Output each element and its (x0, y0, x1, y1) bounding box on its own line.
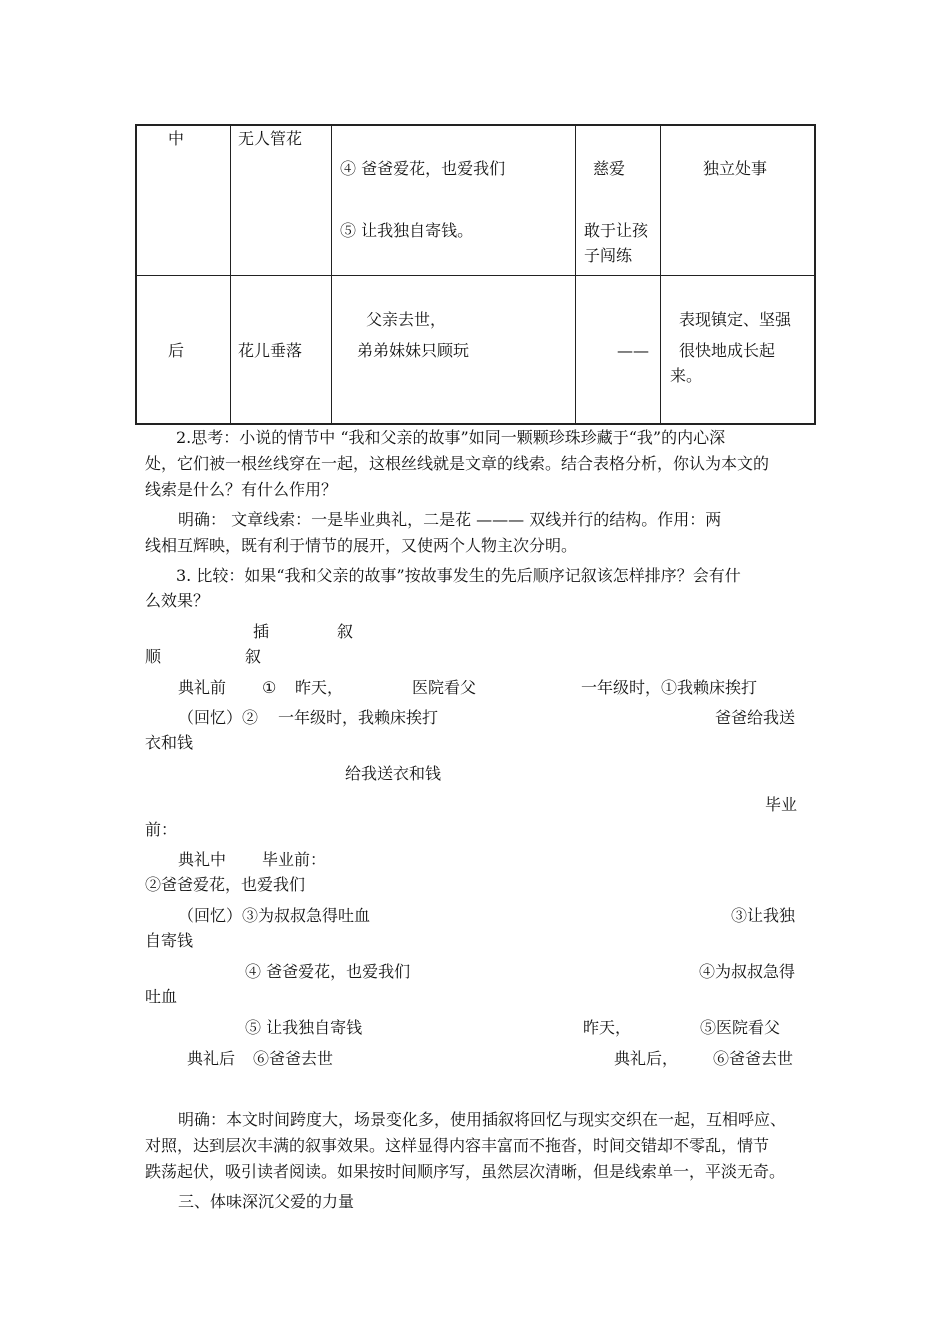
table-cell-growth: 来。 (670, 366, 703, 385)
table-cell-love: 慈爱 (593, 159, 626, 178)
compare-text: （回忆）③为叔叔急得吐血 (178, 906, 371, 925)
compare-text: ④ 爸爸爱花，也爱我们 (245, 962, 411, 981)
compare-text: 昨天， (295, 678, 344, 697)
compare-text: ⑤ 让我独自寄钱 (245, 1018, 363, 1037)
compare-text: 前： (145, 820, 178, 839)
compare-text: ⑥爸爸去世 (713, 1049, 794, 1068)
table-cell-event: 弟弟妹妹只顾玩 (357, 341, 470, 360)
compare-text: 自寄钱 (145, 931, 194, 950)
compare-text: 典礼后 (187, 1049, 236, 1068)
table-cell-growth: 独立处事 (703, 159, 768, 178)
compare-text: ②爸爸爱花，也爱我们 (145, 875, 306, 894)
compare-heading: 插 (253, 622, 270, 641)
table-cell-love: 子闯练 (584, 246, 633, 265)
table-row-divider (137, 275, 814, 276)
compare-text: ④为叔叔急得 (699, 962, 796, 981)
question-2-text: 处，它们被一根丝线穿在一起，这根丝线就是文章的线索。结合表格分析，你认为本文的 (145, 454, 770, 473)
compare-text: ① (262, 678, 277, 697)
table-cell-event: 父亲去世， (366, 310, 447, 329)
compare-text: ⑤医院看父 (700, 1018, 781, 1037)
compare-text: 给我送衣和钱 (345, 764, 442, 783)
table-cell-stage: 后 (168, 341, 185, 360)
table-cell-growth: 很快地成长起 (679, 341, 776, 360)
compare-text: 典礼前 (178, 678, 227, 697)
compare-text: 医院看父 (412, 678, 477, 697)
compare-text: 爸爸给我送 (715, 708, 796, 727)
question-3-text: 么效果？ (145, 591, 210, 610)
table-cell-growth: 表现镇定、坚强 (679, 310, 792, 329)
conclusion-text: 对照，达到层次丰满的叙事效果。这样显得内容丰富而不拖沓，时间交错却不零乱，情节 (145, 1136, 770, 1155)
compare-heading: 顺 (145, 647, 162, 666)
table-cell-love: —— (617, 341, 649, 360)
compare-text: 毕业前： (262, 850, 327, 869)
compare-text: 昨天， (583, 1018, 632, 1037)
question-2-text: 2.思考：小说的情节中 “我和父亲的故事”如同一颗颗珍珠珍藏于“我”的内心深 (176, 428, 726, 447)
compare-text: ③让我独 (731, 906, 796, 925)
question-2-text: 线索是什么？有什么作用？ (145, 480, 338, 499)
compare-text: 典礼中 (178, 850, 227, 869)
conclusion-text: 明确：本文时间跨度大，场景变化多，使用插叙将回忆与现实交织在一起，互相呼应、 (178, 1110, 787, 1129)
table-cell-event: ④ 爸爸爱花，也爱我们 (340, 159, 506, 178)
table-cell-flower: 花儿垂落 (238, 341, 303, 360)
section-heading: 三、体味深沉父爱的力量 (178, 1192, 355, 1211)
question-3-text: 3. 比较：如果“我和父亲的故事”按故事发生的先后顺序记叙该怎样排序？会有什 (176, 566, 741, 585)
answer-2-text: 线相互辉映，既有利于情节的展开，又使两个人物主次分明。 (145, 536, 578, 555)
conclusion-text: 跌荡起伏，吸引读者阅读。如果按时间顺序写，虽然层次清晰，但是线索单一，平淡无奇。 (145, 1162, 786, 1181)
answer-2-text: 明确： 文章线索：一是毕业典礼，二是花 ——— 双线并行的结构。作用：两 (178, 510, 722, 529)
compare-text: 一年级时，我赖床挨打 (278, 708, 439, 727)
compare-text: 典礼后， (614, 1049, 679, 1068)
table-cell-love: 敢于让孩 (584, 221, 649, 240)
compare-text: 吐血 (145, 987, 178, 1006)
compare-text: （回忆）② (178, 708, 259, 727)
compare-text: 衣和钱 (145, 733, 194, 752)
compare-heading: 叙 (337, 622, 354, 641)
table-cell-event: ⑤ 让我独自寄钱。 (340, 221, 474, 240)
compare-heading: 叙 (245, 647, 262, 666)
table-cell-flower: 无人管花 (238, 129, 303, 148)
compare-text: ⑥爸爸去世 (253, 1049, 334, 1068)
compare-text: 毕业 (765, 795, 798, 814)
table-cell-stage: 中 (168, 129, 185, 148)
compare-text: 一年级时，①我赖床挨打 (581, 678, 758, 697)
